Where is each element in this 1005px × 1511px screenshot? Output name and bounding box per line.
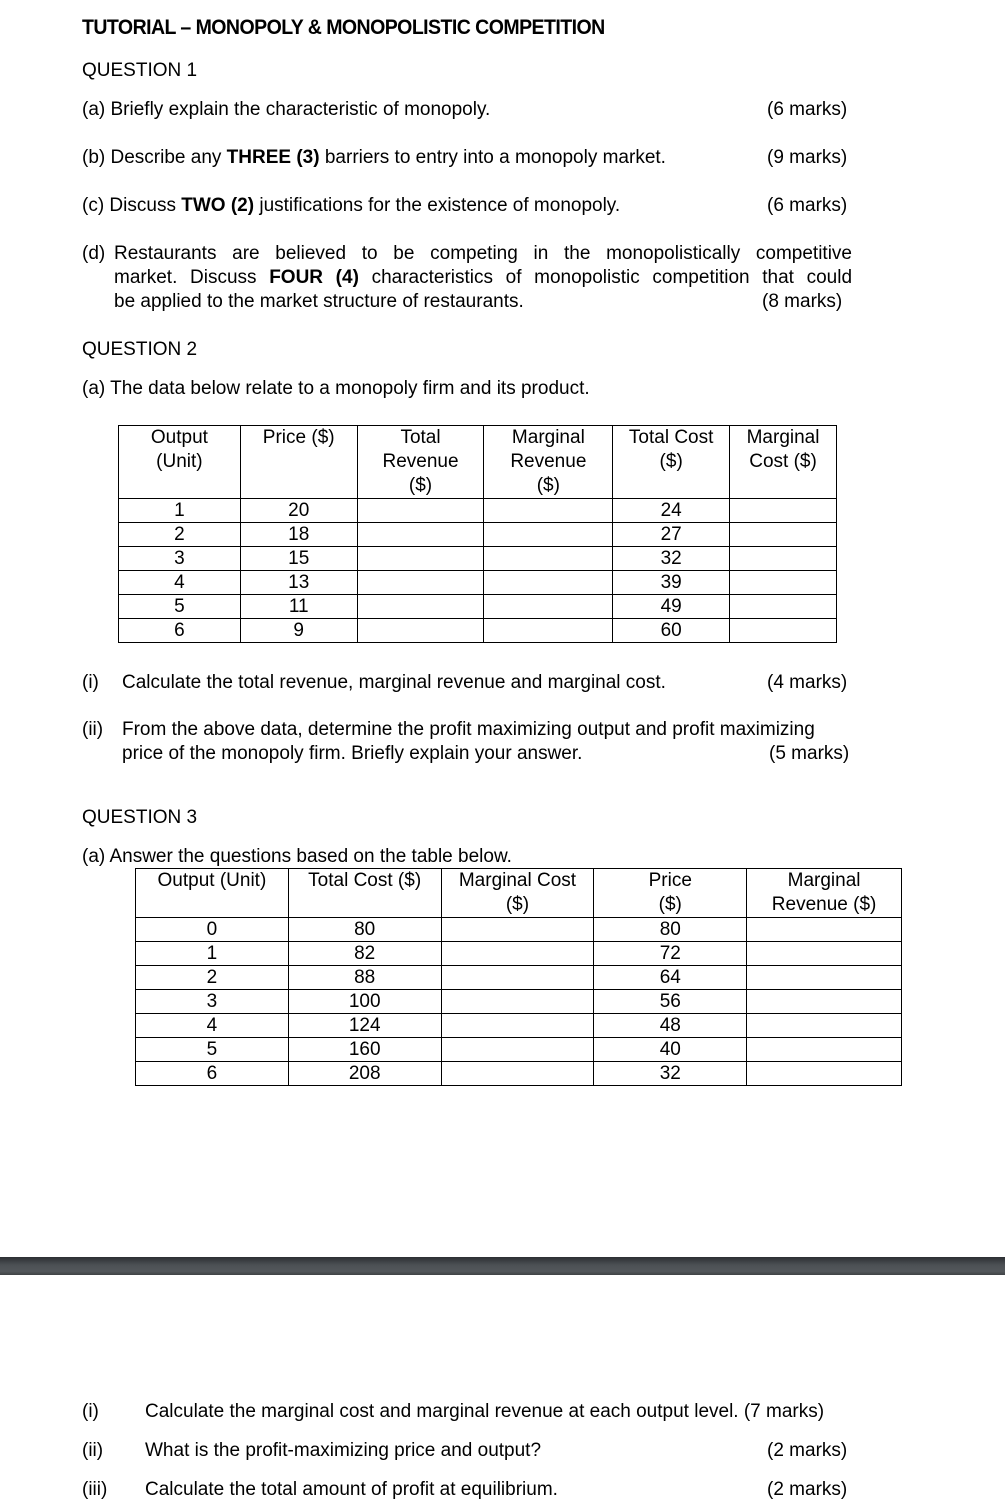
table-cell: [357, 547, 484, 571]
table-cell: 6: [119, 619, 241, 643]
table-cell: [484, 499, 613, 523]
header-text-line: (Unit): [156, 451, 203, 472]
table-row: [136, 942, 902, 966]
header-text-line: ($): [408, 475, 433, 496]
table-cell: 64: [594, 966, 747, 990]
q1-part-a-marks: (6 marks): [767, 99, 848, 120]
table-cell: [730, 595, 837, 619]
q3-i-text: Calculate the marginal cost and marginal revenue at each output level. (7 marks): [145, 1401, 825, 1422]
header-text-line: Output (Unit): [157, 870, 267, 891]
t1-header-cell: [484, 426, 613, 499]
cost-revenue-table: [135, 868, 902, 1086]
q1-c-post: justifications for the existence of monopoly.: [254, 195, 621, 216]
q1-d-line2-post: characteristics of monopolistic competition that could: [358, 267, 853, 288]
header-text-line: Marginal: [511, 427, 585, 448]
q3-part-a: (a) Answer the questions based on the table below.: [82, 846, 512, 867]
table-cell: [484, 571, 613, 595]
q3-iii-text: Calculate the total amount of profit at equilibrium.: [145, 1479, 558, 1500]
table-cell: [747, 918, 902, 942]
table-cell: [484, 547, 613, 571]
header-text-line: Revenue: [510, 451, 587, 472]
table-cell: 6: [136, 1062, 289, 1086]
table-cell: [357, 595, 484, 619]
q1-b-pre: (b) Describe any: [82, 147, 227, 168]
q2-i-marks: (4 marks): [767, 672, 848, 693]
table-cell: [730, 547, 837, 571]
q1-d-line3: be applied to the market structure of restaurants.: [114, 291, 524, 312]
t1-header-cell: [613, 426, 730, 499]
header-text-line: Price: [648, 870, 692, 891]
header-text-line: Total: [400, 427, 441, 448]
header-text-line: Price ($): [262, 427, 335, 448]
table-cell: 5: [119, 595, 241, 619]
q1-d-line1: Restaurants are believed to be competing in the monopolistically competitive: [114, 243, 852, 264]
q2-i-label: (i): [82, 672, 99, 693]
table-cell: [441, 990, 594, 1014]
table-cell: [441, 1014, 594, 1038]
table-cell: [441, 1062, 594, 1086]
table-cell: 48: [594, 1014, 747, 1038]
header-text-line: Revenue: [382, 451, 459, 472]
table-cell: [730, 619, 837, 643]
table-cell: [441, 942, 594, 966]
table-cell: 15: [240, 547, 357, 571]
table-cell: [730, 499, 837, 523]
table-row: [136, 1038, 902, 1062]
table-cell: 20: [240, 499, 357, 523]
q2-part-a: (a) The data below relate to a monopoly firm and its product.: [82, 378, 590, 399]
table-cell: [747, 1062, 902, 1086]
q1-c-pre: (c) Discuss: [82, 195, 182, 216]
table-cell: 4: [119, 571, 241, 595]
table-cell: 0: [136, 918, 289, 942]
t2-header-cell: [136, 869, 289, 918]
q1-c-bold: TWO (2): [181, 195, 255, 216]
table-cell: 3: [136, 990, 289, 1014]
table-cell: 4: [136, 1014, 289, 1038]
table-cell: [357, 523, 484, 547]
t1-header-cell: [240, 426, 357, 499]
q1-part-b-marks: (9 marks): [767, 147, 848, 168]
table-cell: [747, 966, 902, 990]
table-cell: [747, 942, 902, 966]
t2-header-cell: [594, 869, 747, 918]
t2-header-cell: [747, 869, 902, 918]
q1-d-line2: [114, 267, 852, 289]
q1-part-d-marks: (8 marks): [762, 291, 843, 312]
table-cell: 124: [288, 1014, 441, 1038]
table-row: [119, 595, 837, 619]
table-cell: 56: [594, 990, 747, 1014]
document-title: TUTORIAL – MONOPOLY & MONOPOLISTIC COMPETITION: [82, 16, 605, 39]
table-cell: [730, 523, 837, 547]
q3-ii-label: (ii): [82, 1440, 104, 1461]
q3-ii-text: What is the profit-maximizing price and output?: [145, 1440, 542, 1461]
question-3-heading: QUESTION 3: [82, 807, 198, 828]
table-row: [119, 619, 837, 643]
q1-b-post: barriers to entry into a monopoly market.: [319, 147, 666, 168]
q2-ii-line2: price of the monopoly firm. Briefly explain your answer.: [122, 743, 583, 764]
table-cell: [357, 619, 484, 643]
table-cell: 1: [119, 499, 241, 523]
q3-iii-marks: (2 marks): [767, 1479, 848, 1500]
table-cell: [357, 499, 484, 523]
table-cell: 18: [240, 523, 357, 547]
table-cell: 13: [240, 571, 357, 595]
table-cell: 49: [613, 595, 730, 619]
table-cell: 2: [136, 966, 289, 990]
q2-ii-marks: (5 marks): [769, 743, 850, 764]
header-text-line: Total Cost ($): [308, 870, 422, 891]
table-cell: 5: [136, 1038, 289, 1062]
table-cell: 11: [240, 595, 357, 619]
header-text-line: Marginal: [787, 870, 861, 891]
header-text-line: ($): [658, 894, 682, 915]
q2-i-text: Calculate the total revenue, marginal revenue and marginal cost.: [122, 672, 666, 693]
table-cell: 208: [288, 1062, 441, 1086]
table-cell: 160: [288, 1038, 441, 1062]
t2-header-cell: [441, 869, 594, 918]
table-cell: [441, 966, 594, 990]
table-cell: 80: [594, 918, 747, 942]
table-row: [136, 918, 902, 942]
table-cell: 24: [613, 499, 730, 523]
table-cell: 72: [594, 942, 747, 966]
table-row: [136, 1014, 902, 1038]
table-cell: [747, 1014, 902, 1038]
q1-part-c-marks: (6 marks): [767, 195, 848, 216]
table-cell: [441, 918, 594, 942]
q2-ii-line1: From the above data, determine the profit maximizing output and profit maximizing: [122, 719, 815, 740]
q2-ii-label: (ii): [82, 719, 104, 740]
table-cell: [484, 523, 613, 547]
table-cell: 82: [288, 942, 441, 966]
table-cell: [484, 595, 613, 619]
q1-d-label: (d): [82, 243, 106, 264]
header-text-line: ($): [505, 894, 530, 915]
q1-part-a: (a) Briefly explain the characteristic of monopoly.: [82, 99, 491, 120]
header-text-line: Marginal Cost: [458, 870, 577, 891]
table-cell: [747, 990, 902, 1014]
table-cell: 88: [288, 966, 441, 990]
table-cell: 1: [136, 942, 289, 966]
table-row: [119, 499, 837, 523]
t2-header-cell: [288, 869, 441, 918]
table-row: [119, 547, 837, 571]
q1-part-b: [82, 147, 666, 169]
table-cell: 40: [594, 1038, 747, 1062]
t1-header-cell: [730, 426, 837, 499]
table-cell: [357, 571, 484, 595]
question-1-heading: QUESTION 1: [82, 60, 198, 81]
q3-iii-label: (iii): [82, 1479, 108, 1500]
t1-header-cell: [119, 426, 241, 499]
header-text-line: Marginal: [746, 427, 820, 448]
table-row: [119, 571, 837, 595]
table-row: [119, 523, 837, 547]
table-cell: 60: [613, 619, 730, 643]
q1-d-line2-pre: market. Discuss: [114, 267, 270, 288]
table-cell: 32: [594, 1062, 747, 1086]
table-cell: 3: [119, 547, 241, 571]
q1-b-bold: THREE (3): [226, 147, 320, 168]
page-divider: [0, 1257, 1005, 1275]
t1-header-cell: [357, 426, 484, 499]
table-cell: 39: [613, 571, 730, 595]
table-cell: 27: [613, 523, 730, 547]
table-cell: [747, 1038, 902, 1062]
q1-part-c: [82, 195, 620, 217]
question-2-heading: QUESTION 2: [82, 339, 198, 360]
table-row: [136, 1062, 902, 1086]
table-row: [136, 990, 902, 1014]
q1-d-line2-bold: FOUR (4): [269, 267, 359, 288]
header-text-line: ($): [659, 451, 683, 472]
header-text-line: Total Cost: [628, 427, 714, 448]
table-cell: 80: [288, 918, 441, 942]
monopoly-data-table: [118, 425, 837, 643]
table-cell: 9: [240, 619, 357, 643]
header-text-line: ($): [536, 475, 560, 496]
header-text-line: Output: [150, 427, 208, 448]
header-text-line: Cost ($): [749, 451, 817, 472]
table-row: [136, 966, 902, 990]
table-cell: [484, 619, 613, 643]
header-text-line: Revenue ($): [771, 894, 877, 915]
table-cell: [730, 571, 837, 595]
q3-i-label: (i): [82, 1401, 99, 1422]
table-cell: 2: [119, 523, 241, 547]
table-cell: [441, 1038, 594, 1062]
q3-ii-marks: (2 marks): [767, 1440, 848, 1461]
table-cell: 100: [288, 990, 441, 1014]
table-cell: 32: [613, 547, 730, 571]
